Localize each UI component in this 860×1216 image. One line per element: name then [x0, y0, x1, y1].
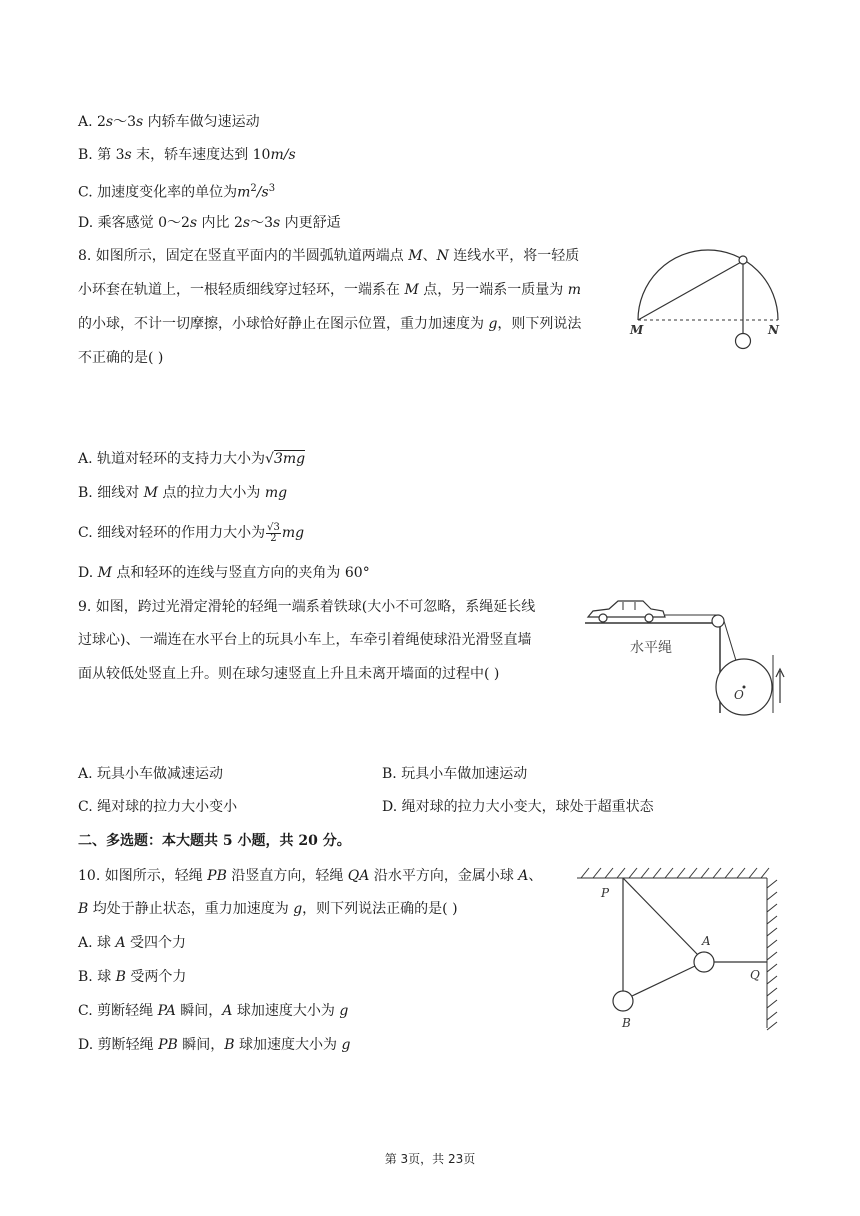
q7-option-b: B. 第 3s 末，轿车速度达到 10m/s — [78, 147, 296, 163]
q9-stem-line-3: 面从较低处竖直上升。则在球匀速竖直上升且未离开墙面的过程中( ) — [78, 666, 500, 682]
q9-option-d: D. 绳对球的拉力大小变大，球处于超重状态 — [382, 799, 654, 815]
q9-stem-line-2: 过球心)、一端连在水平台上的玩具小车上，车牵引着绳使球沿光滑竖直墙 — [78, 632, 532, 648]
q8-stem-line-4: 不正确的是( ) — [78, 350, 164, 366]
q9-fig-rope-label: 水平绳 — [630, 640, 672, 656]
q9-fig-label-o: O — [734, 688, 744, 702]
q8-semicircle-figure — [628, 250, 788, 350]
q10-fig-label-p: P — [601, 886, 610, 900]
q9-pulley-figure — [585, 595, 785, 720]
q7-option-c: C. 加速度变化率的单位为$m^2/s^3$ — [78, 183, 276, 201]
q8-option-c: C. 细线对轻环的作用力大小为 $\frac{√3}{2}$ mg — [78, 521, 305, 544]
q8-stem-line-3: 的小球，不计一切摩擦，小球恰好静止在图示位置，重力加速度为 g，则下列说法 — [78, 316, 582, 332]
q9-stem-line-1: 9. 如图，跨过光滑定滑轮的轻绳一端系着铁球(大小不可忽略，系绳延长线 — [78, 599, 536, 615]
q7-option-a: A. 2s～3s 内轿车做匀速运动 — [78, 114, 260, 130]
q10-fig-label-q: Q — [750, 968, 760, 982]
q8-option-b: B. 细线对 M 点的拉力大小为 mg — [78, 485, 288, 501]
q10-stem-line-1: 10. 如图所示，轻绳 PB 沿竖直方向，轻绳 QA 沿水平方向，金属小球 A、 — [78, 868, 543, 884]
q9-option-c: C. 绳对球的拉力大小变小 — [78, 799, 238, 815]
q8-option-d: D. M 点和轻环的连线与竖直方向的夹角为 60° — [78, 565, 370, 581]
q8-fig-label-n: N — [768, 323, 779, 337]
q10-frame-figure — [577, 866, 787, 1036]
q10-fig-label-a: A — [702, 934, 711, 948]
q10-option-c: C. 剪断轻绳 PA 瞬间，A 球加速度大小为 g — [78, 1003, 349, 1019]
q10-option-a: A. 球 A 受四个力 — [78, 935, 187, 951]
q8-stem-line-1: 8. 如图所示，固定在竖直平面内的半圆弧轨道两端点 M、N 连线水平，将一轻质 — [78, 248, 580, 264]
q8-fig-label-m: M — [630, 323, 644, 337]
q8-stem-line-2: 小环套在轨道上，一根轻质细线穿过轻环，一端系在 M 点，另一端系一质量为 m — [78, 282, 581, 298]
q9-option-b: B. 玩具小车做加速运动 — [382, 766, 528, 782]
q10-fig-label-b: B — [622, 1016, 631, 1030]
q8-option-a: A. 轨道对轻环的支持力大小为√3mg — [78, 451, 306, 467]
q10-option-d: D. 剪断轻绳 PB 瞬间，B 球加速度大小为 g — [78, 1037, 351, 1053]
q10-stem-line-2: B 均处于静止状态，重力加速度为 g，则下列说法正确的是( ) — [78, 901, 458, 917]
page-footer: 第 3页，共 23页 — [384, 1152, 476, 1166]
q9-option-a: A. 玩具小车做减速运动 — [78, 766, 224, 782]
fraction: $\frac{√3}{2}$ — [267, 521, 280, 544]
q10-option-b: B. 球 B 受两个力 — [78, 969, 187, 985]
q7-option-d: D. 乘客感觉 0～2s 内比 2s～3s 内更舒适 — [78, 215, 341, 231]
section-heading-multiple-choice: 二、多选题：本大题共 5 小题，共 20 分。 — [78, 833, 351, 849]
